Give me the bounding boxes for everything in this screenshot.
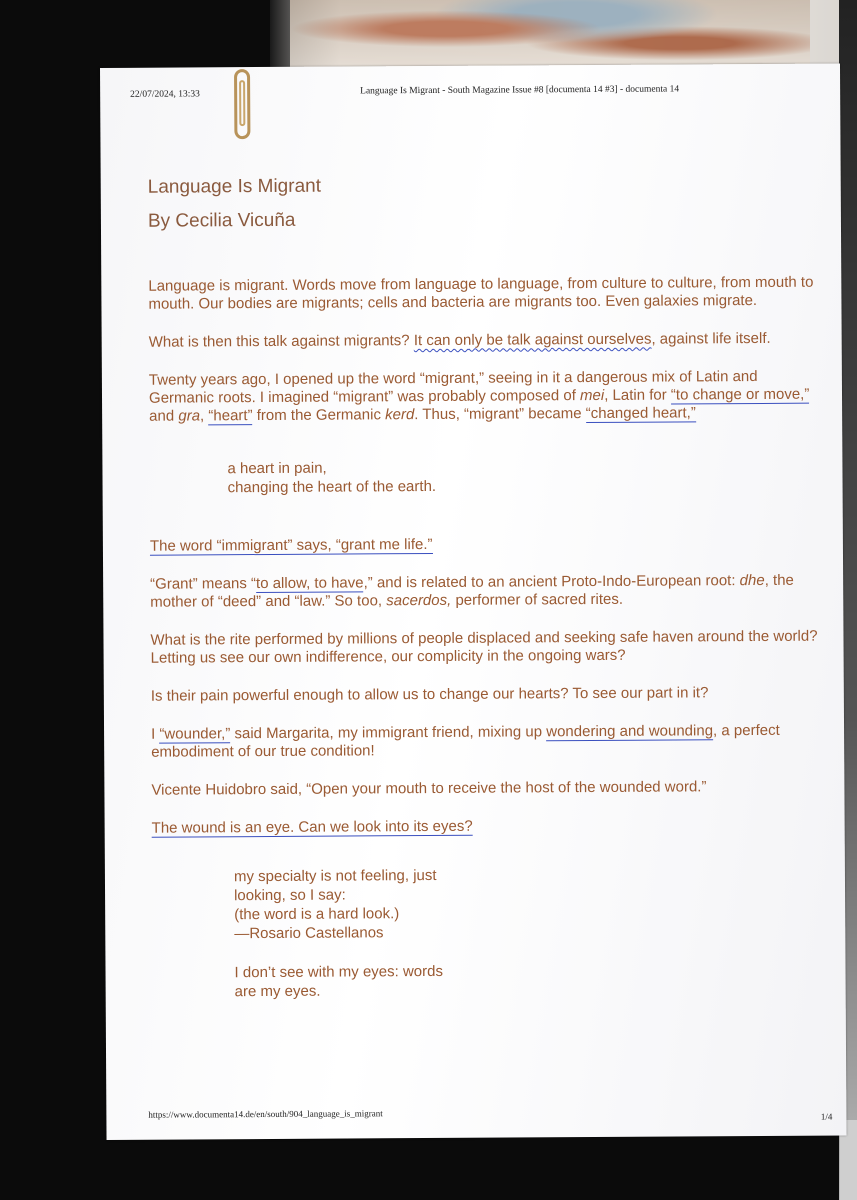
text-run: from the Germanic — [252, 406, 386, 425]
pen-underline: to allow, to have — [255, 574, 364, 593]
text-run: I — [151, 725, 160, 743]
text-run: , — [199, 407, 209, 425]
pen-underline: The word “immigrant” says, “grant me life.” — [149, 535, 433, 555]
text-run: ,” and is related to an ancient Proto-Indo-European root: — [363, 572, 740, 592]
pen-underline: It can only be talk against ourselves — [413, 330, 652, 350]
verse-line: changing the heart of the earth. — [227, 477, 437, 497]
verse-line: (the word is a hard look.) — [234, 905, 400, 924]
verse-3 — [234, 960, 822, 1002]
italic-word: sacerdos, — [386, 591, 452, 610]
article-title: Language Is Migrant — [147, 175, 322, 198]
paragraph-9: Vicente Huidobro said, “Open your mouth to receive the host of the wounded word.” — [151, 778, 707, 799]
verse-line: a heart in pain, — [227, 459, 327, 478]
text-run: and — [149, 407, 179, 425]
verse-2 — [234, 864, 822, 944]
text-run: Twenty years ago, I opened up the word “migrant,” seeing in it a dangerous mix of Latin and Germanic roots. I imagined “migrant” was probably composed of — [148, 367, 758, 407]
pen-underline: “heart” — [208, 407, 253, 425]
paperclip-icon — [234, 69, 250, 139]
text-run: , against life itself. — [651, 329, 771, 348]
article-byline: By Cecilia Vicuña — [147, 209, 296, 232]
paragraph-4 — [150, 534, 820, 556]
italic-word: dhe — [739, 571, 765, 590]
text-run: performer of sacred rites. — [451, 590, 624, 609]
printed-page — [100, 63, 847, 1140]
italic-word: mei — [579, 386, 605, 405]
italic-word: kerd — [385, 406, 415, 424]
pen-underline: “changed heart,” — [585, 404, 696, 423]
print-date: 22/07/2024, 13:33 — [130, 89, 200, 100]
paragraph-5 — [150, 572, 820, 612]
paragraph-10 — [152, 816, 822, 838]
pen-underline: The wound is an eye. Can we look into its eyes? — [151, 817, 473, 837]
print-header — [130, 86, 810, 104]
text-run: , Latin for — [604, 386, 671, 404]
print-url: https://www.documenta14.de/en/south/904_language_is_migrant — [148, 1108, 383, 1120]
text-run: . Thus, “migrant” became — [414, 405, 586, 424]
background-painting — [290, 0, 810, 72]
paragraph-1: Language is migrant. Words move from language to language, from culture to culture, from mouth to mouth. Our bodies are migrants; cells and bacteria are migrants too. Even galaxies migrate. — [148, 273, 814, 313]
pen-underline: wondering and wounding — [546, 722, 714, 741]
verse-1 — [227, 456, 819, 498]
paragraph-3 — [149, 368, 819, 426]
text-run: “Grant” means “ — [150, 575, 257, 593]
print-footer — [148, 1106, 832, 1124]
article — [148, 172, 823, 1022]
paragraph-2 — [149, 330, 819, 352]
pen-underline: “to change or move,” — [670, 385, 810, 404]
verse-line: my specialty is not feeling, just — [233, 866, 437, 886]
text-run: said Margarita, my immigrant friend, mixing up — [230, 723, 547, 743]
verse-line: are my eyes. — [234, 982, 321, 1001]
page-number: 1/4 — [820, 1111, 833, 1122]
verse-line: —Rosario Castellanos — [234, 924, 384, 943]
pen-underline: “wounder,” — [159, 725, 231, 743]
paragraph-7: Is their pain powerful enough to allow us to change our hearts? To see our part in it? — [150, 684, 709, 705]
text-run: What is then this talk against migrants? — [148, 332, 414, 351]
paragraph-8 — [151, 722, 821, 762]
verse-line: I don’t see with my eyes: words — [234, 962, 443, 982]
print-document-title: Language Is Migrant - South Magazine Issue #8 [documenta 14 #3] - documenta 14 — [360, 84, 680, 97]
italic-word: gra — [178, 407, 201, 425]
verse-line: looking, so I say: — [234, 886, 346, 905]
paragraph-6: What is the rite performed by millions of people displaced and seeking safe haven around the world? Letting us see our own indifference, our complicity in the ongoing wars? — [150, 627, 818, 667]
text-run: , a perfect embodiment of our true condition! — [151, 721, 780, 761]
text-run: , the mother of “deed” and “law.” So too, — [150, 571, 794, 611]
